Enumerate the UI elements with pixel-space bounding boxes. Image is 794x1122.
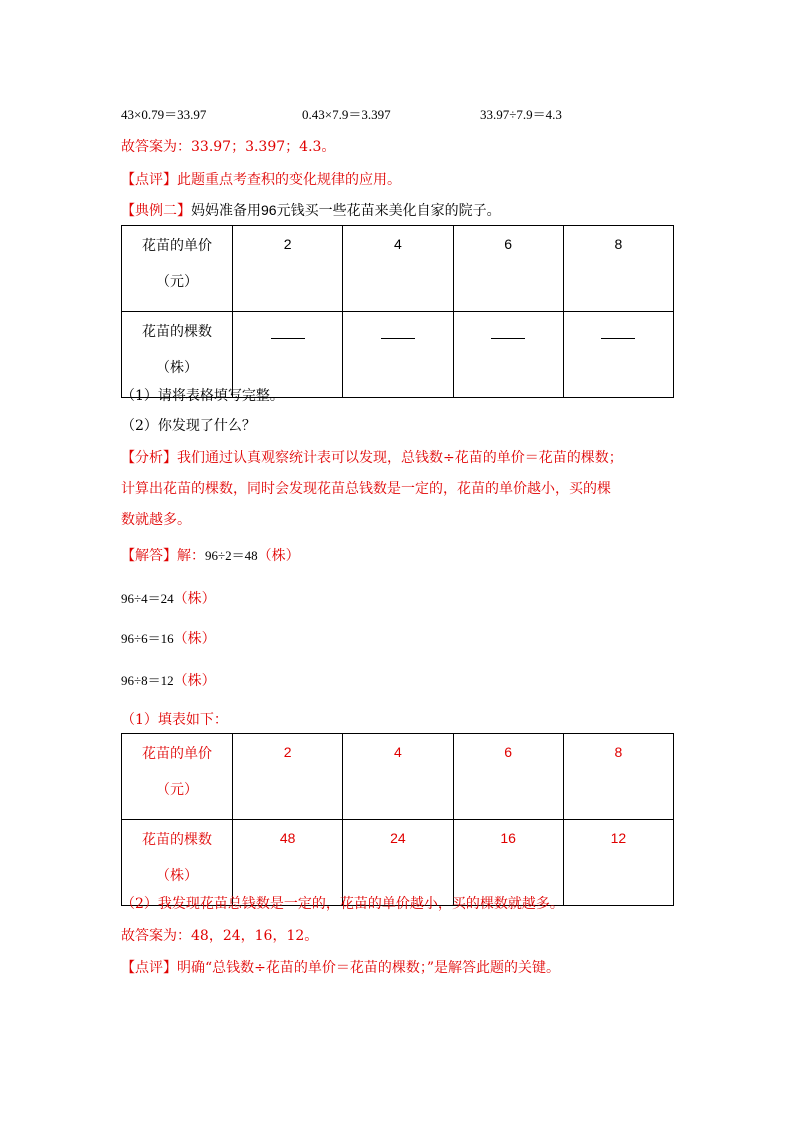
solution-unit-1: （株） — [257, 548, 300, 564]
analysis-line-2: 计算出花苗的棵数，同时会发现花苗总钱数是一定的，花苗的单价越小，买的棵 — [121, 481, 611, 497]
price-cell: 4 — [343, 226, 453, 312]
solution-line-3 — [121, 629, 216, 649]
answer-line-2: 故答案为：48，24，16，12。 — [121, 928, 319, 944]
price-label-cell — [122, 226, 233, 312]
answer-line-1: 故答案为：33.97；3.397；4.3。 — [121, 139, 336, 155]
comment-tag: 【点评】 — [121, 172, 177, 188]
solution-unit-4: （株） — [173, 673, 216, 689]
fill-blank — [601, 324, 635, 339]
solution-unit-2: （株） — [173, 591, 216, 607]
table-row-price — [122, 226, 674, 312]
fill-intro: （1）填表如下： — [121, 712, 228, 728]
question-table — [121, 225, 674, 398]
price-cell: 2 — [233, 226, 343, 312]
comment-tag: 【点评】 — [121, 960, 177, 976]
count-label-cell — [122, 312, 233, 398]
analysis-text-1: 我们通过认真观察统计表可以发现，总钱数÷花苗的单价＝花苗的棵数； — [177, 450, 623, 466]
comment-line-1 — [121, 170, 401, 190]
finding-line: （2）我发现花苗总钱数是一定的，花苗的单价越小，买的棵数就越多。 — [121, 896, 564, 912]
equation-2: 0.43×7.9＝3.397 — [302, 107, 391, 122]
table-row-count — [122, 820, 674, 906]
count-blank-cell — [453, 312, 563, 398]
price-cell: 4 — [343, 734, 453, 820]
count-blank-cell — [343, 312, 453, 398]
question-1: （1）请将表格填写完整。 — [121, 388, 284, 404]
count-label: 花苗的棵数 — [142, 832, 212, 848]
fill-blank — [271, 324, 305, 339]
price-cell: 2 — [233, 734, 343, 820]
example-tag: 【典例二】 — [121, 203, 191, 219]
count-unit: （株） — [156, 360, 198, 376]
solution-eq-4: 96÷8＝12 — [121, 673, 174, 688]
count-label-cell — [122, 820, 233, 906]
table-row-price — [122, 734, 674, 820]
count-label: 花苗的棵数 — [142, 324, 212, 340]
count-blank-cell — [563, 312, 673, 398]
solution-tag: 【解答】 — [121, 548, 177, 564]
solution-unit-3: （株） — [173, 631, 216, 647]
analysis-tag: 【分析】 — [121, 450, 177, 466]
solution-line-2 — [121, 589, 216, 609]
solution-eq-2: 96÷4＝24 — [121, 591, 174, 606]
fill-blank — [381, 324, 415, 339]
comment-text: 此题重点考查积的变化规律的应用。 — [177, 172, 401, 188]
example-text-b: 元钱买一些花苗来美化自家的院子。 — [276, 203, 501, 219]
solution-line-4 — [121, 671, 216, 691]
price-cell: 6 — [453, 734, 563, 820]
fill-blank — [491, 324, 525, 339]
comment-text: 明确“总钱数÷花苗的单价＝花苗的棵数；”是解答此题的关键。 — [177, 960, 561, 976]
count-blank-cell — [233, 312, 343, 398]
example-number: 96 — [261, 202, 277, 218]
solution-prefix: 解： — [177, 548, 205, 564]
equation-3: 33.97÷7.9＝4.3 — [480, 107, 562, 122]
count-cell: 12 — [563, 820, 673, 906]
solution-eq-3: 96÷6＝16 — [121, 631, 174, 646]
analysis-line-3: 数就越多。 — [121, 512, 191, 528]
price-cell: 8 — [563, 734, 673, 820]
count-unit: （株） — [156, 868, 198, 884]
comment-line-2 — [121, 958, 560, 978]
price-label-cell — [122, 734, 233, 820]
count-cell: 48 — [233, 820, 343, 906]
solution-eq-1: 96÷2＝48 — [205, 548, 258, 563]
solution-line-1 — [121, 546, 300, 566]
question-2: （2）你发现了什么？ — [121, 418, 256, 434]
price-label: 花苗的单价 — [142, 746, 212, 762]
price-cell: 6 — [453, 226, 563, 312]
table-row-count — [122, 312, 674, 398]
example-2-line — [121, 200, 501, 221]
price-unit: （元） — [156, 782, 198, 798]
count-cell: 24 — [343, 820, 453, 906]
equation-1: 43×0.79＝33.97 — [121, 107, 207, 122]
count-cell: 16 — [453, 820, 563, 906]
price-unit: （元） — [156, 274, 198, 290]
price-label: 花苗的单价 — [142, 238, 212, 254]
example-text-a: 妈妈准备用 — [191, 203, 261, 219]
price-cell: 8 — [563, 226, 673, 312]
answer-table — [121, 733, 674, 906]
analysis-line-1 — [121, 448, 623, 468]
